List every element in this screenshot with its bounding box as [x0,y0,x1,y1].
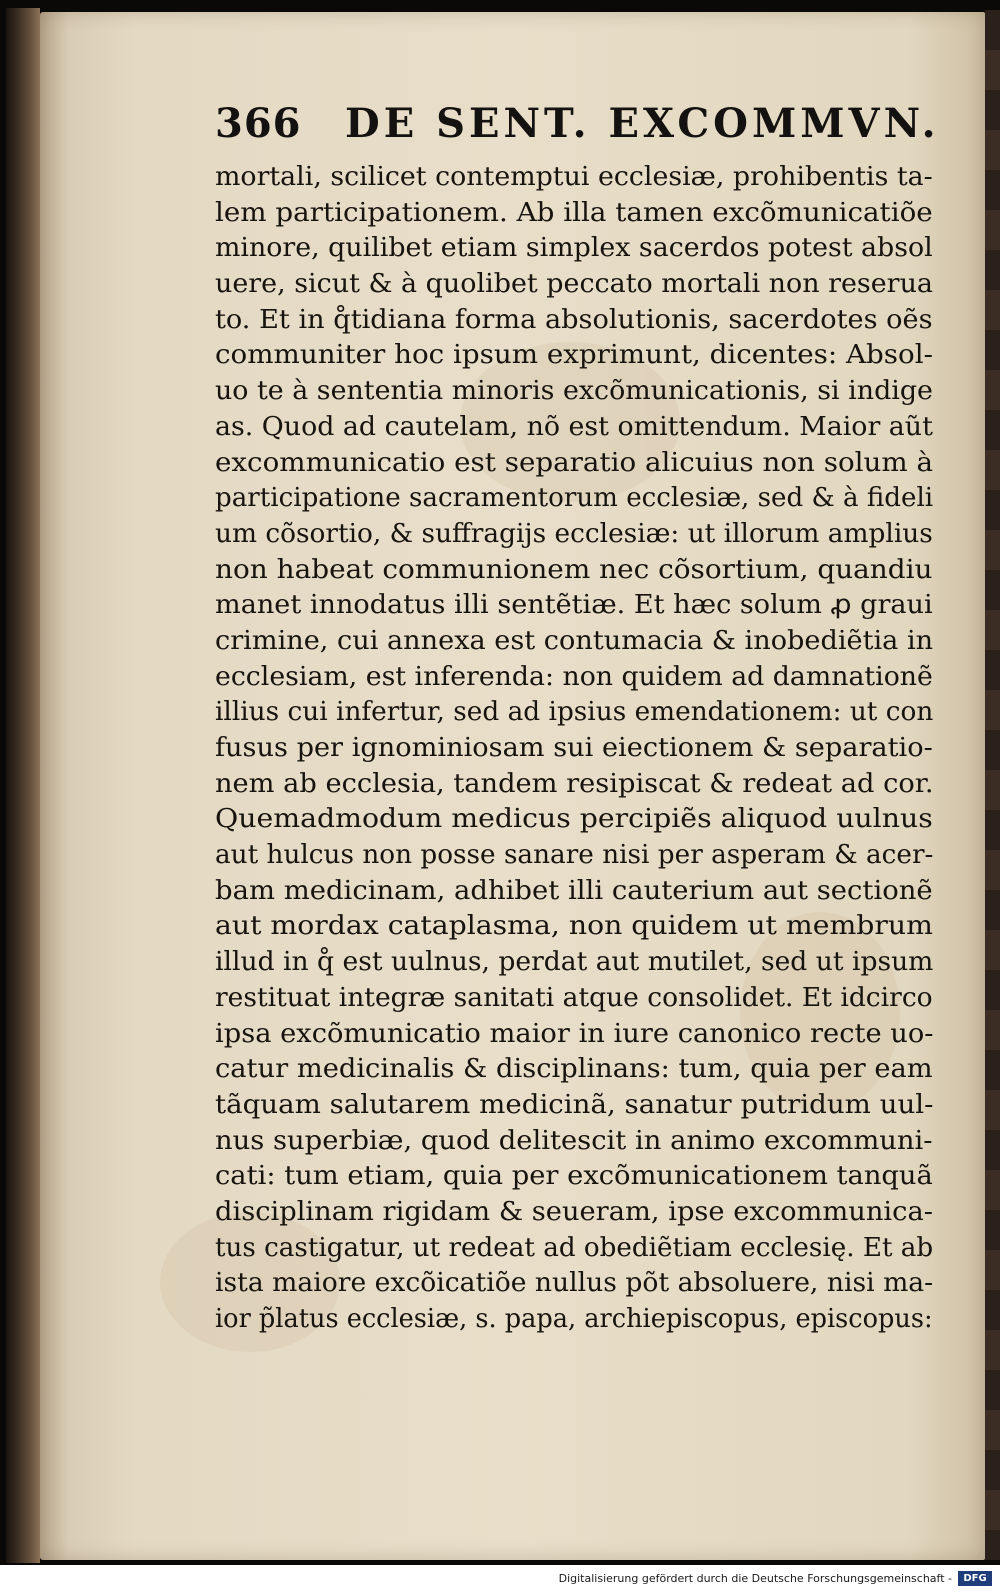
text-line: nem ab ecclesia, tandem resipiscat & redeat ad cor. [215,768,934,799]
text-line: lem participationem. Ab illa tamen excõmunicatiõe [215,197,933,228]
text-line: ior p̃latus ecclesiæ, s. papa, archiepiscopus, episcopus: [215,1304,933,1334]
text-line: uere, sicut & à quolibet peccato mortali non reserua [215,269,933,300]
text-line: tãquam salutarem medicinã, sanatur putridum uul- [215,1089,934,1120]
digitization-footer [0,1565,1000,1593]
text-line: ista maiore excõicatiõe nullus põt absoluere, nisi ma- [215,1268,934,1299]
scanner-edge-strip [985,10,1000,1560]
text-line: illud in q̊ est uulnus, perdat aut mutilet, sed ut ipsum [215,947,934,978]
text-line: ipsa excõmunicatio maior in iure canonico recte uo- [215,1018,934,1049]
text-line: tus castigatur, ut redeat ad obediẽtiam ecclesię. Et ab [215,1232,934,1263]
text-line: manet innodatus illi sentẽtiæ. Et hæc solum ꝓ graui [215,590,933,621]
text-line: restituat integræ sanitati atque consolidet. Et idcirco [215,982,933,1013]
text-line: illius cui infertur, sed ad ipsius emendationem: ut con [215,697,934,728]
text-line: as. Quod ad cautelam, nõ est omittendum. Maior aũt [215,411,933,442]
text-line: to. Et in q̊tidiana forma absolutionis, sacerdotes oẽs [215,304,933,335]
text-line: mortali, scilicet contemptui ecclesiæ, prohibentis ta- [215,162,933,192]
page-header [215,100,940,160]
text-line: communiter hoc ipsum exprimunt, dicentes: Absol- [215,340,933,371]
funding-notice: Digitalisierung gefördert durch die Deutsche Forschungsgemeinschaft - [558,1572,952,1585]
book-binding-edge [6,8,40,1563]
text-line: Quemadmodum medicus percipiẽs aliquod uulnus [215,804,933,835]
text-line: disciplinam rigidam & seueram, ipse excommunica- [215,1196,933,1227]
body-text [215,160,935,1338]
text-line: nus superbiæ, quod delitescit in animo excommuni- [215,1125,933,1156]
text-line: non habeat communionem nec cõsortium, quandiu [215,554,933,585]
text-line: cati: tum etiam, quia per excõmunicationem tanquã [215,1161,933,1192]
running-head: DE SENT. EXCOMMVN. [345,100,940,147]
text-line: um cõsortio, & suffragijs ecclesiæ: ut illorum amplius [215,518,933,549]
text-line: crimine, cui annexa est contumacia & inobediẽtia in [215,625,934,656]
dfg-logo: DFG [958,1571,992,1586]
page-number: 366 [215,100,302,147]
text-line: ecclesiam, est inferenda: non quidem ad damnationẽ [215,661,933,692]
text-line: participatione sacramentorum ecclesiæ, sed & à fideli [215,483,934,514]
text-line: bam medicinam, adhibet illi cauterium aut sectionẽ [215,875,933,906]
text-line: fusus per ignominiosam sui eiectionem & separatio- [215,733,933,763]
text-line: aut hulcus non posse sanare nisi per asperam & acer- [215,840,934,871]
text-line: excommunicatio est separatio alicuius non solum à [215,447,934,478]
text-line: aut mordax cataplasma, non quidem ut membrum [215,911,933,942]
text-line: uo te à sententia minoris excõmunicationis, si indige [215,376,933,407]
text-line: minore, quilibet etiam simplex sacerdos potest absol [215,233,933,264]
text-line: catur medicinalis & disciplinans: tum, quia per eam [215,1054,933,1085]
